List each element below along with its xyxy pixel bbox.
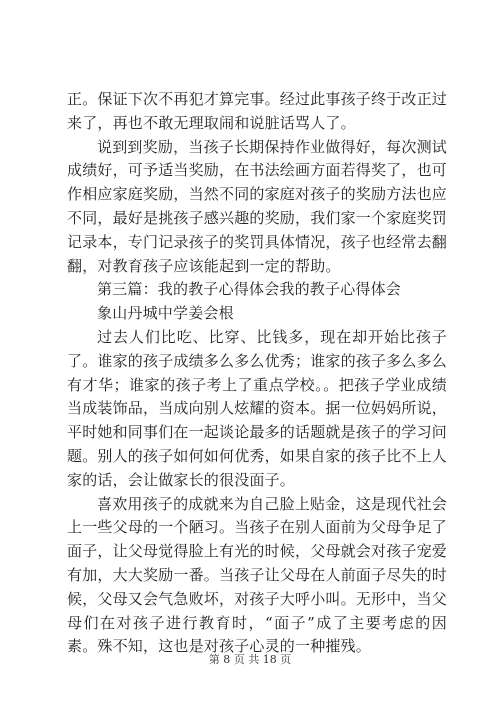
section-title: 第三篇：我的教子心得体会我的教子心得体会 bbox=[97, 280, 402, 299]
author-line: 象山丹城中学姜会根 bbox=[97, 304, 234, 323]
paragraph-face: 喜欢用孩子的成就来为自己脸上贴金，这是现代社会上一些父母的一个陋习。当孩子在别人面前为父母争足了面子，让父母觉得脸上有光的时候，父母就会对孩子宠爱有加，大大奖励一番。当孩子让父母在人前面子尽失的时候，父母又会气急败坏，对孩子大呼小叫。无形中，当父母们在对孩子进行教育时，“面子”成了主要考虑的因素。殊不知，这也是对孩子心灵的一种摧残。 bbox=[67, 494, 448, 656]
paragraph-discipline-end: 正。保证下次不再犯才算完事。经过此事孩子终于改正过来了，再也不敢无理取闹和说脏话骂人了。 bbox=[67, 90, 448, 132]
page-number-footer: 第 8 页 共 18 页 bbox=[208, 653, 292, 666]
paragraph-comparison: 过去人们比吃、比穿、比钱多，现在却开始比孩子了。谁家的孩子成绩多么多么优秀；谁家的孩子多么多么有才华；谁家的孩子考上了重点学校。。把孩子学业成绩当成装饰品，当成向别人炫耀的资本。据一位妈妈所说，平时她和同事们在一起谈论最多的话题就是孩子的学习问题。别人的孩子如何如何优秀，如果自家的孩子比不上人家的话，会让做家长的很没面子。 bbox=[67, 327, 448, 489]
paragraph-rewards: 说到到奖励，当孩子长期保持作业做得好，每次测试成绩好，可予适当奖励，在书法绘画方面若得奖了，也可作相应家庭奖励，当然不同的家庭对孩子的奖励方法也应不同，最好是挑孩子感兴趣的奖励，我们家一个家庭奖罚记录本，专门记录孩子的奖罚具体情况，孩子也经常去翻翻，对教育孩子应该能起到一定的帮助。 bbox=[67, 137, 448, 275]
document-body bbox=[67, 88, 447, 659]
